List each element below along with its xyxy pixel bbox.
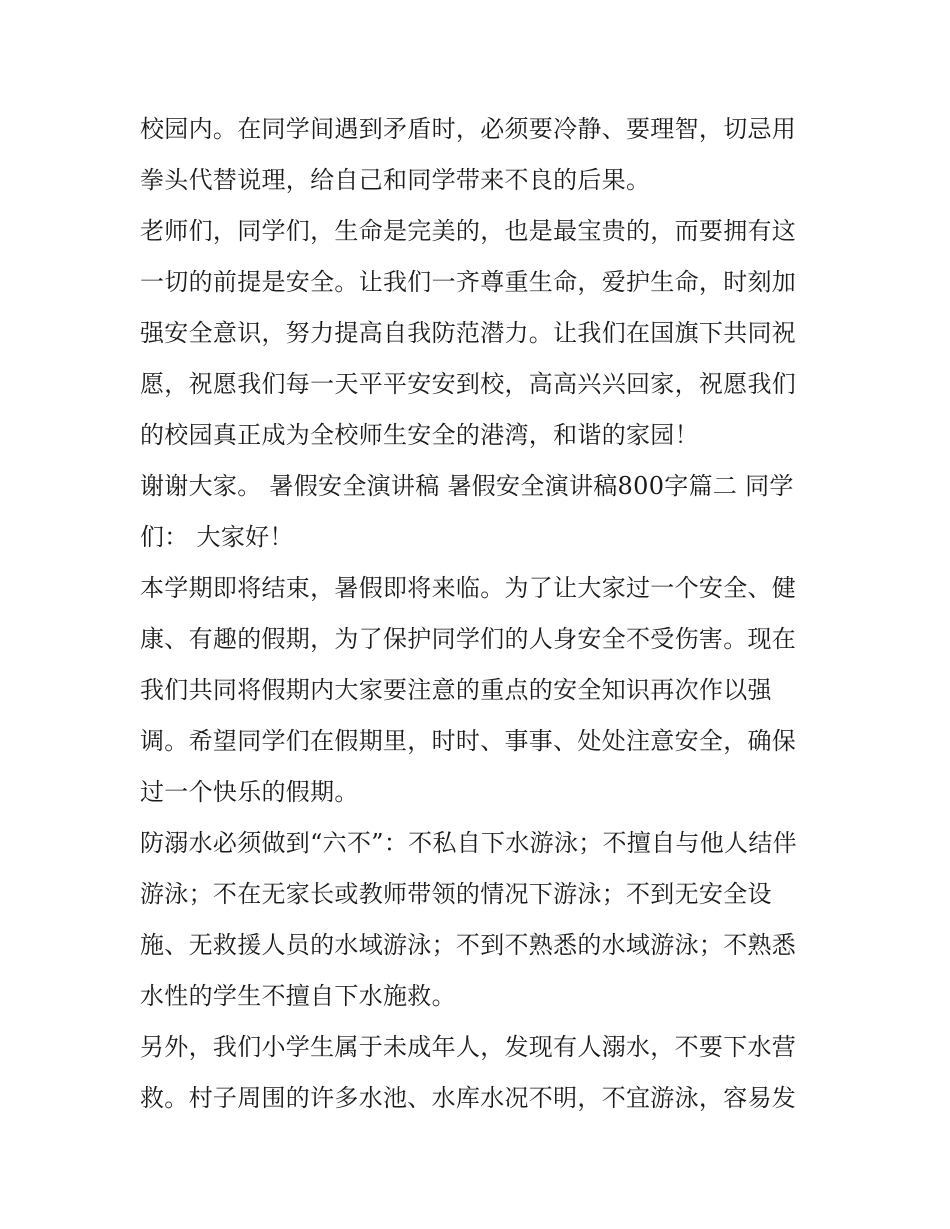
text-line: 防溺水必须做到“六不”：不私自下水游泳；不擅自与他人结伴 [140, 829, 797, 857]
text-line: 游泳；不在无家长或教师带领的情况下游泳；不到无安全设 [140, 880, 772, 908]
text-line: 一切的前提是安全。让我们一齐尊重生命，爱护生命，时刻加 [140, 268, 797, 296]
text-line: 过一个快乐的假期。 [140, 778, 359, 806]
text-line: 谢谢大家。 暑假安全演讲稿 暑假安全演讲稿800字篇二 同学 [140, 472, 794, 500]
document-body [140, 104, 815, 1124]
text-line: 们： 大家好！ [140, 523, 294, 551]
text-line: 施、无救援人员的水域游泳；不到不熟悉的水域游泳；不熟悉 [140, 931, 797, 959]
text-line: 本学期即将结束，暑假即将来临。为了让大家过一个安全、健 [140, 574, 797, 602]
text-line: 调。希望同学们在假期里，时时、事事、处处注意安全，确保 [140, 727, 797, 755]
text-line: 水性的学生不擅自下水施救。 [140, 982, 456, 1010]
text-line: 我们共同将假期内大家要注意的重点的安全知识再次作以强 [140, 676, 772, 704]
text-line: 愿，祝愿我们每一天平平安安到校，高高兴兴回家，祝愿我们 [140, 370, 797, 398]
text-line: 康、有趣的假期，为了保护同学们的人身安全不受伤害。现在 [140, 625, 797, 653]
text-line: 老师们，同学们，生命是完美的，也是最宝贵的，而要拥有这 [140, 217, 797, 245]
text-line: 拳头代替说理，给自己和同学带来不良的后果。 [140, 166, 651, 194]
text-line: 的校园真正成为全校师生安全的港湾，和谐的家园！ [140, 421, 699, 449]
text-line: 救。村子周围的许多水池、水库水况不明，不宜游泳，容易发 [140, 1084, 797, 1112]
text-line: 强安全意识，努力提高自我防范潜力。让我们在国旗下共同祝 [140, 319, 797, 347]
text-line: 另外，我们小学生属于未成年人，发现有人溺水，不要下水营 [140, 1033, 797, 1061]
text-line: 校园内。在同学间遇到矛盾时，必须要冷静、要理智，切忌用 [140, 115, 797, 143]
